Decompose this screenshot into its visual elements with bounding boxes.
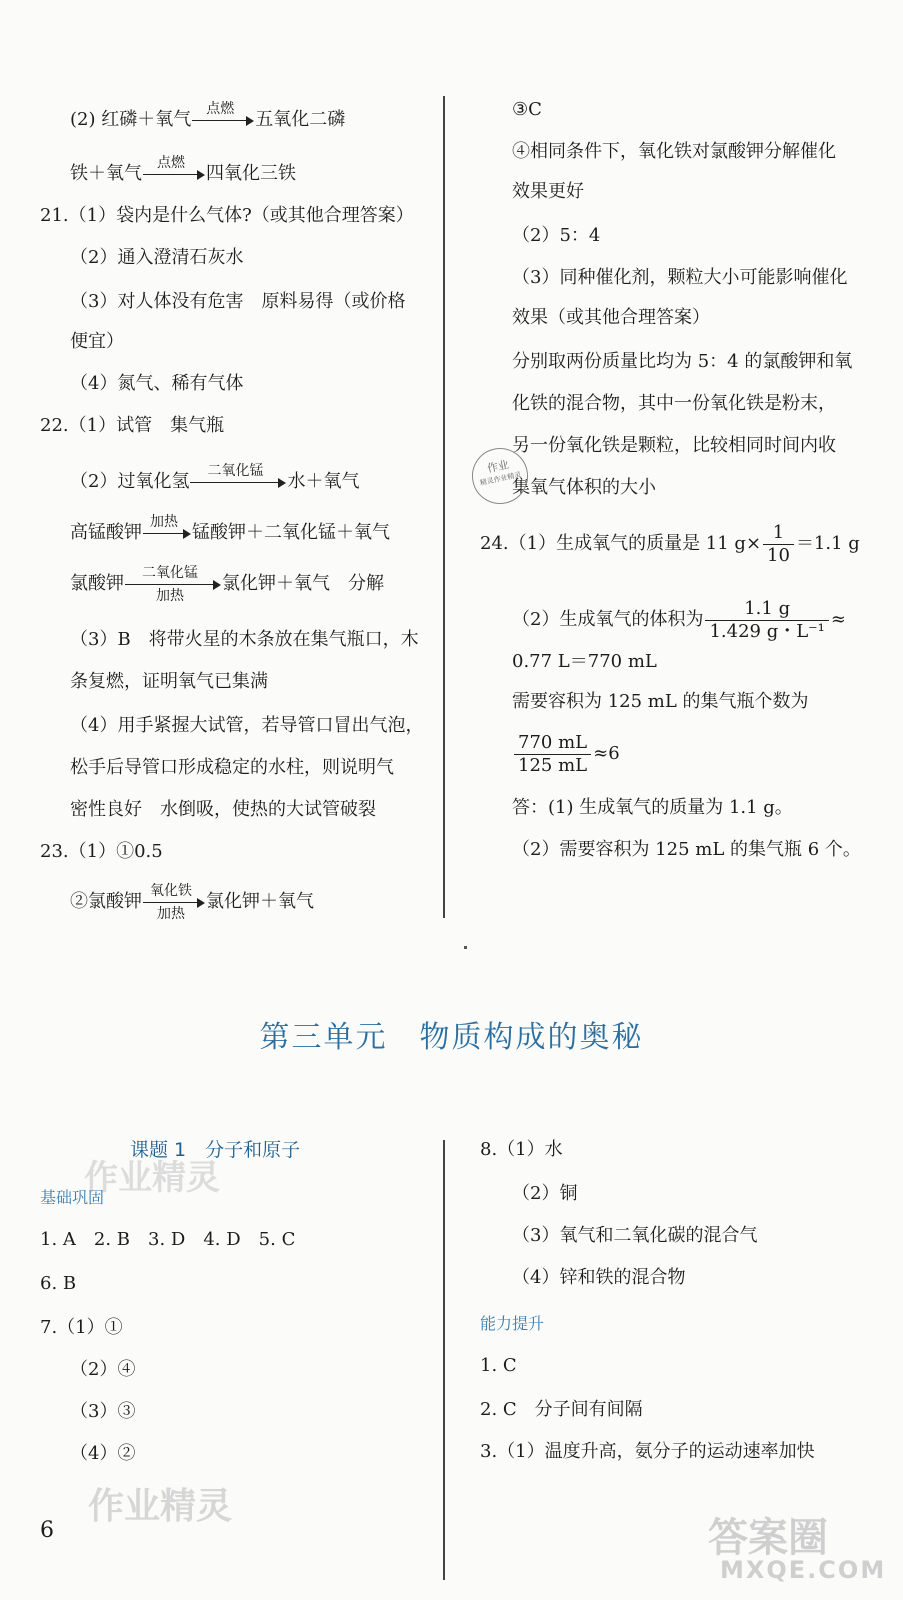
answer-line	[70, 514, 390, 545]
text: 高锰酸钾	[70, 522, 142, 543]
answer-line: 需要容积为 125 mL 的集气瓶个数为	[512, 691, 809, 712]
text: 四氧化三铁	[206, 163, 296, 184]
answer-line: （2）铜	[512, 1183, 578, 1204]
lesson-title: 课题 1 分子和原子	[130, 1139, 301, 1161]
answer-line: 分别取两份质量比均为 5：4 的氯酸钾和氧	[512, 351, 853, 372]
condition-label: 点燃	[206, 101, 235, 117]
text: 24.（1）生成氧气的质量是 11 g×	[480, 533, 762, 554]
answer-line: （3）同种催化剂，颗粒大小可能影响催化	[512, 267, 848, 288]
numerator: 770 mL	[514, 732, 591, 755]
answer-line: 1. C	[480, 1355, 517, 1376]
answer-line: 0.77 L＝770 mL	[512, 651, 657, 672]
text: （2）生成氧气的体积为	[512, 609, 704, 630]
answer-line: 23.（1）①0.5	[40, 841, 163, 862]
section-heading-basic: 基础巩固	[40, 1188, 105, 1207]
answer-line	[70, 463, 360, 494]
answer-line: 2. C 分子间有间隔	[480, 1399, 643, 1420]
answer-line: 效果（或其他合理答案）	[512, 307, 710, 328]
condition-label: 二氧化锰	[142, 565, 198, 581]
text: 五氧化二磷	[255, 109, 346, 130]
fraction	[763, 522, 794, 567]
answer-line: （4）②	[70, 1443, 136, 1464]
text: 氯酸钾	[70, 573, 124, 594]
reaction-arrow	[143, 155, 205, 186]
answer-line: （3）③	[70, 1401, 136, 1422]
unit-title: 第三单元 物质构成的奥秘	[259, 1020, 644, 1055]
condition-label: 加热	[150, 514, 178, 530]
text: ≈	[830, 609, 846, 630]
text: ②氯酸钾	[70, 891, 142, 912]
answer-line	[512, 596, 846, 644]
watermark: 作业精灵	[84, 1158, 220, 1198]
answer-line: 密性良好 水倒吸，使热的大试管破裂	[70, 799, 376, 820]
answer-line	[480, 520, 860, 568]
answer-line	[70, 883, 314, 922]
answer-line: （2）④	[70, 1359, 136, 1380]
answer-line: 松手后导管口形成稳定的水柱，则说明气	[70, 757, 394, 778]
watermark-url: MXQE.COM	[720, 1556, 887, 1584]
text: 锰酸钾＋二氧化锰＋氧气	[192, 522, 390, 543]
column-divider-top	[443, 96, 445, 918]
answer-line: 答：(1) 生成氧气的质量为 1.1 g。	[512, 797, 793, 818]
condition-label: 氧化铁	[150, 883, 192, 899]
answer-line: 8.（1）水	[480, 1139, 563, 1160]
fraction	[705, 598, 828, 643]
stamp-text: 作业	[485, 458, 511, 476]
answer-line	[70, 565, 384, 604]
text: ＝1.1 g	[795, 533, 860, 554]
answer-line: ④相同条件下，氧化铁对氯酸钾分解催化	[512, 141, 836, 162]
text: 铁＋氧气	[70, 163, 142, 184]
answer-line: 6. B	[40, 1273, 77, 1294]
answer-line: 22.（1）试管 集气瓶	[40, 415, 225, 436]
reaction-arrow	[190, 463, 286, 494]
denominator: 10	[767, 544, 790, 566]
answer-line: 1. A 2. B 3. D 4. D 5. C	[40, 1229, 296, 1250]
answer-line: 集氧气体积的大小	[512, 477, 656, 498]
page-number: 6	[40, 1518, 54, 1543]
answer-line: （2）通入澄清石灰水	[70, 247, 244, 268]
answer-line: 3.（1）温度升高，氨分子的运动速率加快	[480, 1441, 815, 1462]
column-divider-bottom	[443, 1140, 445, 1580]
numerator: 1	[763, 522, 794, 545]
stamp-text: 精灵作业精灵	[479, 470, 522, 488]
reaction-arrow	[143, 883, 205, 922]
denominator: 125 mL	[518, 754, 588, 776]
dot-mark	[464, 946, 467, 949]
answer-line: 化铁的混合物，其中一份氧化铁是粉末，	[512, 393, 836, 414]
answer-line: （4）锌和铁的混合物	[512, 1267, 686, 1288]
denominator: 1.429 g・L⁻¹	[709, 620, 825, 642]
reaction-arrow	[192, 101, 254, 132]
fraction	[514, 732, 591, 777]
text: ≈6	[593, 743, 620, 764]
answer-line	[512, 730, 620, 778]
answer-line: ③C	[512, 99, 542, 120]
reaction-arrow	[125, 565, 221, 604]
watermark-logo: 答案圈	[708, 1515, 828, 1561]
text: （2）过氧化氢	[70, 471, 190, 492]
condition-label: 加热	[157, 906, 185, 922]
answer-line: （3）氧气和二氧化碳的混合气	[512, 1225, 758, 1246]
watermark: 作业精灵	[88, 1486, 233, 1527]
answer-line	[70, 101, 346, 132]
answer-line: （4）氮气、稀有气体	[70, 373, 244, 394]
condition-label: 加热	[156, 588, 184, 604]
answer-line: （2）需要容积为 125 mL 的集气瓶 6 个。	[512, 839, 861, 860]
condition-label: 点燃	[157, 155, 185, 171]
numerator: 1.1 g	[705, 598, 828, 621]
answer-line: （2）5：4	[512, 225, 601, 246]
answer-line	[70, 155, 296, 186]
answer-line: 7.（1）①	[40, 1317, 123, 1338]
answer-line: （3）B 将带火星的木条放在集气瓶口，木	[70, 629, 419, 650]
text: 氯化钾＋氧气	[206, 891, 314, 912]
answer-line: 条复燃，证明氧气已集满	[70, 671, 268, 692]
text: 水＋氧气	[287, 471, 360, 492]
reaction-arrow	[143, 514, 191, 545]
answer-line: 便宜）	[70, 331, 124, 352]
answer-line: 21.（1）袋内是什么气体?（或其他合理答案）	[40, 205, 414, 226]
answer-line: 效果更好	[512, 181, 584, 202]
answer-line: （4）用手紧握大试管，若导管口冒出气泡，	[70, 715, 424, 736]
answer-line: 另一份氧化铁是颗粒，比较相同时间内收	[512, 435, 836, 456]
condition-label: 二氧化锰	[207, 463, 264, 479]
answer-line: （3）对人体没有危害 原料易得（或价格	[70, 291, 406, 312]
text: 氯化钾＋氧气 分解	[222, 573, 384, 594]
section-heading-advanced: 能力提升	[480, 1314, 545, 1333]
text: (2) 红磷＋氧气	[70, 109, 192, 130]
